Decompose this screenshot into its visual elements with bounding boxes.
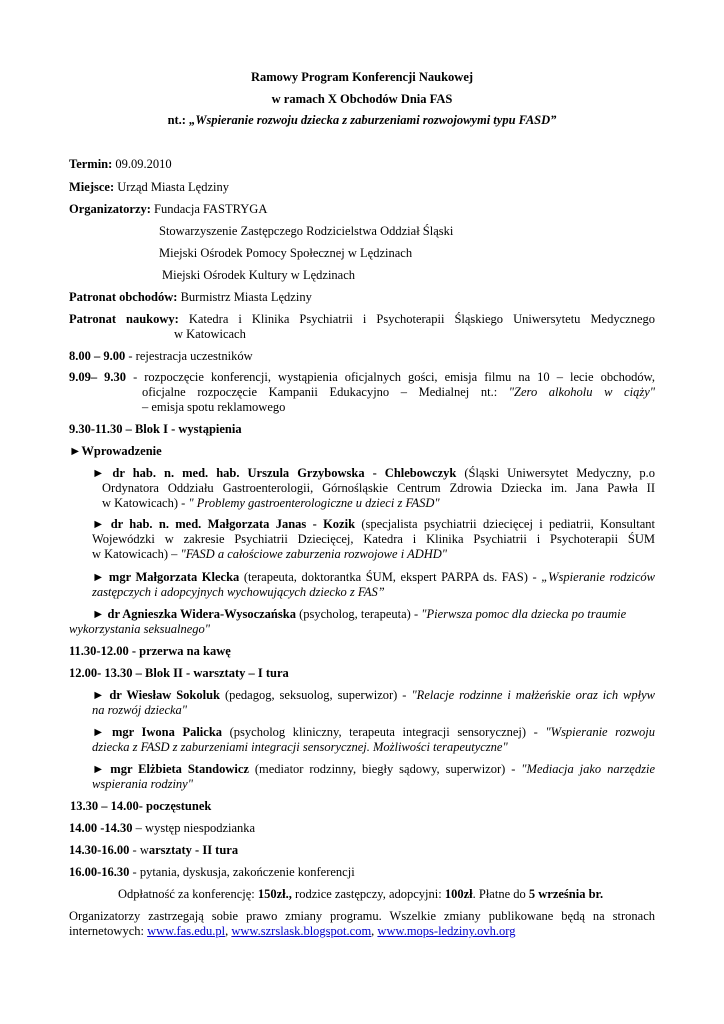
fees-label: Odpłatność za konferencję: [118,887,258,901]
block-2-heading [69,666,289,682]
title-text: Ramowy Program Konferencji Naukowej [250,70,474,84]
fees-reduced: 100zł [444,887,473,901]
speaker-4-talk-title-end: wykorzystania seksualnego" [69,622,210,636]
termin-value: 09.09.2010 [112,157,172,171]
registration-text: - rejestracja uczestników [125,349,253,363]
speaker-3-talk-title: „Wspieranie rodziców [541,570,655,584]
topic-prefix: nt.: [167,113,190,127]
speaker-3-line-1 [92,570,655,586]
speaker-2-line-1 [92,517,655,533]
patronage-line [69,290,312,306]
speaker-2-line-2: Wojewódzki w zakresie Psychiatrii Dziecięcej, Katedra i Klinika Psychiatrii i Psychoterapii ŚUM [92,532,655,546]
workshop-3-title: "Mediacja jako narzędzie [521,762,655,776]
speaker-1-line-3 [102,496,440,512]
workshops-2-text-b: arsztaty - II tura [148,843,239,857]
fees-reduced-label: rodzice zastępczy, adopcyjni: [291,887,445,901]
scientific-patronage-line-2: w Katowicach [174,327,246,341]
miejsce-label: Miejsce: [69,180,115,194]
workshop-1-leader: ► dr Wiesław Sokoluk [92,688,220,702]
fees-line [118,887,603,903]
fees-deadline-label: . Płatne do [472,887,529,901]
speaker-1-talk-title: " Problemy gastroenterologiczne u dzieci z FASD" [188,496,440,510]
organizers-label: Organizatorzy: [69,202,151,216]
opening-text-2: oficjalne rozpoczęcie Kampanii Edukacyjno – Medialnej nt.: [142,385,509,399]
miejsce-value: Urząd Miasta Lędziny [114,180,229,194]
patronage-label: Patronat obchodów: [69,290,178,304]
scientific-patronage-label: Patronat naukowy: [69,312,179,326]
speaker-4-affiliation: (psycholog, terapeuta) - [295,607,422,621]
workshop-1-line-2 [92,703,187,719]
link-szrslask-blog[interactable]: www.szrslask.blogspot.com [231,924,372,938]
title-line-3 [0,113,724,129]
surprise-time: 14.00 -14.30 [69,821,133,835]
opening-line-3: – emisja spotu reklamowego [142,400,286,414]
opening-line-1 [69,370,655,386]
workshop-2-affiliation: (psycholog kliniczny, terapeuta integracji sensorycznej) - [222,725,546,739]
speaker-3-line-2 [92,585,385,601]
speaker-2-line-3 [92,547,447,563]
footer-line-1: Organizatorzy zastrzegają sobie prawo zmiany programu. Wszelkie zmiany publikowane będą na stronach [69,909,655,923]
opening-text: - rozpoczęcie konferencji, wystąpienia oficjalnych gości, emisja filmu na 10 – lecie obchodów, [126,370,655,384]
opening-time: 9.09– 9.30 [69,370,127,384]
speaker-4-line-1 [92,607,626,623]
opening-line-2 [142,385,655,401]
workshop-1-title-end: na rozwój dziecka" [92,703,188,717]
footer-line-2 [69,924,515,940]
workshop-2-line-2 [92,740,508,756]
registration-line [69,349,253,365]
speaker-1-affiliation-end: w Katowicach) - [102,496,189,510]
title-line-1 [0,70,724,86]
link-fas-edu[interactable]: www.fas.edu.pl [147,924,226,938]
coffee-break-text: 11.30-12.00 - przerwa na kawę [69,644,231,658]
block-2-text: 12.00- 13.30 – Blok II - warsztaty – I tura [69,666,289,680]
workshop-1-title: "Relacje rodzinne i małżeńskie oraz ich wpływ [411,688,655,702]
workshops-2-text-a: - w [129,843,149,857]
introduction-text: ►Wprowadzenie [69,444,162,458]
topic-text: „Wspieranie rozwoju dziecka z zaburzeniami rozwojowymi typu FASD” [189,113,557,127]
speaker-3-name: ► mgr Małgorzata Klecka [92,570,240,584]
title-line-2 [0,92,724,108]
campaign-title: "Zero alkoholu w ciąży" [508,385,655,399]
scientific-patronage-line [69,312,655,328]
workshop-3-leader: ► mgr Elżbieta Standowicz [92,762,249,776]
speaker-2-affiliation: (specjalista psychiatrii dziecięcej i pediatrii, Konsultant [355,517,655,531]
workshop-3-title-end: wspierania rodziny" [92,777,193,791]
speaker-1-name: ► dr hab. n. med. hab. Urszula Grzybowska - Chlebowczyk [92,466,457,480]
coffee-break-line [69,644,231,660]
block-1-text: 9.30-11.30 – Blok I - wystąpienia [69,422,242,436]
workshops-2-line [69,843,238,859]
miejsce-line [69,180,229,196]
workshop-3-line-2 [92,777,193,793]
surprise-line [69,821,255,837]
speaker-4-line-2 [69,622,210,638]
fees-standard: 150zł., [257,887,292,901]
subtitle-text: w ramach X Obchodów Dnia FAS [271,92,453,106]
link-separator: , [225,924,232,938]
organizer-4: Miejski Ośrodek Kultury w Lędzinach [162,268,356,282]
lunch-line [70,799,211,815]
speaker-2-name: ► dr hab. n. med. Małgorzata Janas - Kozik [92,517,356,531]
footer-prefix: internetowych: [69,924,148,938]
termin-label: Termin: [69,157,113,171]
workshop-1-line-1 [92,688,655,704]
introduction-heading [69,444,162,460]
closing-line [69,865,355,881]
scientific-patronage-value: Katedra i Klinika Psychiatrii i Psychoterapii Śląskiego Uniwersytetu Medycznego [178,312,655,326]
link-mops-ledziny[interactable]: www.mops-ledziny.ovh.org [377,924,516,938]
speaker-2-talk-title: "FASD a całościowe zaburzenia rozwojowe i ADHD" [180,547,448,561]
organizer-3: Miejski Ośrodek Pomocy Społecznej w Lędzinach [159,246,413,260]
speaker-3-talk-title-end: zastępczych i adopcyjnych wychowujących dziecko z FAS” [92,585,385,599]
speaker-1-line-1 [92,466,655,482]
workshop-3-affiliation: (mediator rodzinny, biegły sądowy, superwizor) - [248,762,522,776]
organizer-2: Stowarzyszenie Zastępczego Rodzicielstwa Oddział Śląski [159,224,454,238]
workshops-2-time: 14.30-16.00 [69,843,130,857]
surprise-text: – występ niespodzianka [132,821,256,835]
closing-text: - pytania, dyskusja, zakończenie konferencji [129,865,355,879]
organizers-line [69,202,267,218]
workshop-3-line-1 [92,762,655,778]
workshop-2-title: "Wspieranie rozwoju [545,725,655,739]
lunch-text: 13.30 – 14.00- poczęstunek [70,799,212,813]
workshop-2-leader: ► mgr Iwona Palicka [92,725,223,739]
termin-line [69,157,172,173]
fees-deadline: 5 września br. [528,887,604,901]
speaker-4-talk-title: "Pierwsza pomoc dla dziecka po traumie [421,607,627,621]
speaker-1-line-2: Ordynatora Oddziału Gastroenterologii, Górnośląskie Centrum Zdrowia Dziecka im. Jana Pawła II [102,481,655,495]
patronage-value: Burmistrz Miasta Lędziny [177,290,312,304]
workshop-2-title-end: dziecka z FASD z zaburzeniami integracji sensorycznej. Możliwości terapeutyczne" [92,740,508,754]
speaker-3-affiliation: (terapeuta, doktorantka ŚUM, ekspert PARPA ds. FAS) - [239,570,542,584]
registration-time: 8.00 – 9.00 [69,349,126,363]
speaker-2-affiliation-end: w Katowicach) – [92,547,181,561]
workshop-1-affiliation: (pedagog, seksuolog, superwizor) - [220,688,412,702]
organizer-1: Fundacja FASTRYGA [150,202,268,216]
closing-time: 16.00-16.30 [69,865,130,879]
speaker-1-affiliation: (Śląski Uniwersytet Medyczny, p.o [456,466,655,480]
link-separator: , [371,924,378,938]
workshop-2-line-1 [92,725,655,741]
block-1-heading [69,422,242,438]
speaker-4-name: ► dr Agnieszka Widera-Wysoczańska [92,607,296,621]
